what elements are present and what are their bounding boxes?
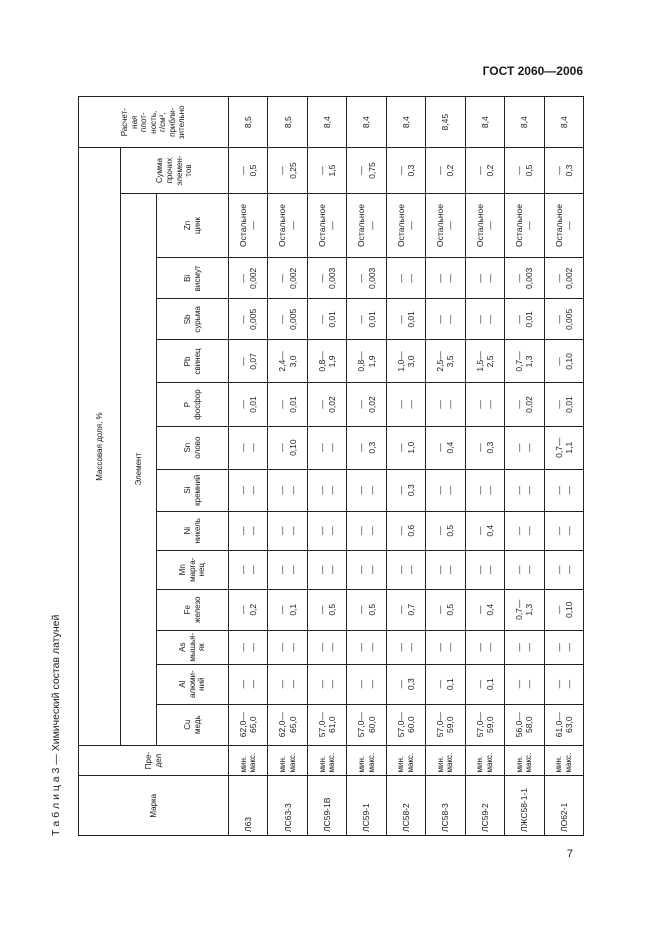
value-cell: — 0,2 <box>426 148 465 193</box>
value-cell: — 0,002 <box>544 258 584 299</box>
value-cell: — — <box>426 469 465 511</box>
element-name: алюми- ний <box>187 670 207 698</box>
value-cell: — 0,2 <box>465 148 504 193</box>
value-cell: — 0,1 <box>268 589 307 630</box>
composition-table-rotated <box>78 96 584 836</box>
value-cell: 57,0— 60,0 <box>347 704 386 745</box>
grade-cell: ЛЖС58-1-1 <box>505 776 544 836</box>
composition-table <box>78 96 584 836</box>
table-row <box>347 97 386 836</box>
header-element-11 <box>157 258 229 299</box>
value-cell: — — <box>505 469 544 511</box>
density-cell: 8,45 <box>426 97 465 148</box>
value-cell: — — <box>505 550 544 589</box>
value-cell: — — <box>386 550 425 589</box>
value-cell: Остальное — <box>465 193 504 258</box>
element-symbol: Si <box>182 486 192 494</box>
table-caption: Т а б л и ц а 3 — Химический состав латуней <box>50 614 62 836</box>
value-cell: — 1,5 <box>307 148 346 193</box>
value-cell: — — <box>465 299 504 340</box>
element-name: кремний <box>192 474 202 506</box>
value-cell: — — <box>229 469 268 511</box>
grade-cell: ЛС59-2 <box>465 776 504 836</box>
page-number: 7 <box>566 848 573 860</box>
value-cell: Остальное — <box>347 193 386 258</box>
value-cell: — — <box>307 469 346 511</box>
value-cell: — 0,01 <box>347 299 386 340</box>
value-cell: — 0,25 <box>268 148 307 193</box>
header-element-12 <box>157 193 229 258</box>
limit-cell: мин. макс. <box>307 745 346 776</box>
header-sum-other: Сумма прочих элемен- тов <box>121 148 229 193</box>
standard-number: ГОСТ 2060—2006 <box>482 64 583 78</box>
value-cell: — 0,003 <box>307 258 346 299</box>
value-cell: — — <box>426 550 465 589</box>
value-cell: — 0,1 <box>426 664 465 704</box>
element-symbol: Bi <box>182 274 192 282</box>
header-element-0 <box>157 704 229 745</box>
grade-cell: ЛС58-2 <box>386 776 425 836</box>
table-row <box>386 97 425 836</box>
header-element: Элемент <box>121 193 157 745</box>
value-cell: — — <box>544 630 584 664</box>
grade-cell: ЛС59-1 <box>347 776 386 836</box>
value-cell: — 0,2 <box>229 589 268 630</box>
value-cell: 56,0— 58,0 <box>505 704 544 745</box>
value-cell: — — <box>426 383 465 426</box>
density-cell: 8,5 <box>229 97 268 148</box>
value-cell: — 0,02 <box>347 383 386 426</box>
value-cell: — — <box>307 511 346 550</box>
value-cell: — 0,3 <box>386 148 425 193</box>
element-symbol: Cu <box>182 719 192 730</box>
value-cell: — — <box>505 630 544 664</box>
density-cell: 8,5 <box>268 97 307 148</box>
header-element-7 <box>157 426 229 469</box>
value-cell: — 0,3 <box>347 426 386 469</box>
element-name: никель <box>192 518 202 544</box>
value-cell: — — <box>307 664 346 704</box>
element-symbol: Mn <box>178 564 188 576</box>
value-cell: — — <box>307 426 346 469</box>
header-element-5 <box>157 511 229 550</box>
element-name: висмут <box>192 265 202 292</box>
table-row <box>229 97 268 836</box>
value-cell: — — <box>229 550 268 589</box>
header-element-1 <box>157 664 229 704</box>
value-cell: 62,0— 65,0 <box>268 704 307 745</box>
value-cell: — 0,01 <box>544 383 584 426</box>
value-cell: — — <box>386 630 425 664</box>
density-cell: 8,4 <box>307 97 346 148</box>
value-cell: — 0,02 <box>505 383 544 426</box>
value-cell: — 0,5 <box>426 589 465 630</box>
element-name: цинк <box>192 217 202 234</box>
value-cell: — 0,10 <box>544 589 584 630</box>
value-cell: Остальное — <box>386 193 425 258</box>
value-cell: — — <box>426 630 465 664</box>
value-cell: — 0,003 <box>505 258 544 299</box>
element-symbol: Sn <box>182 442 192 453</box>
header-element-3 <box>157 589 229 630</box>
value-cell: 0,8— 1,9 <box>307 340 346 383</box>
value-cell: — 0,75 <box>347 148 386 193</box>
limit-cell: мин. макс. <box>229 745 268 776</box>
value-cell: — — <box>229 426 268 469</box>
value-cell: — — <box>229 630 268 664</box>
grade-cell: ЛО62-1 <box>544 776 584 836</box>
element-symbol: Al <box>178 680 188 688</box>
value-cell: Остальное — <box>426 193 465 258</box>
value-cell: 57,0— 59,0 <box>426 704 465 745</box>
density-cell: 8,4 <box>347 97 386 148</box>
grade-cell: ЛС58-3 <box>426 776 465 836</box>
header-element-9 <box>157 340 229 383</box>
value-cell: — 0,5 <box>505 148 544 193</box>
value-cell: — 1,0 <box>386 426 425 469</box>
element-symbol: As <box>178 642 188 652</box>
value-cell: Остальное — <box>268 193 307 258</box>
value-cell: — — <box>386 383 425 426</box>
limit-cell: мин. макс. <box>268 745 307 776</box>
value-cell: — 0,10 <box>544 340 584 383</box>
value-cell: — — <box>347 469 386 511</box>
limit-cell: мин. макс. <box>347 745 386 776</box>
value-cell: Остальное — <box>544 193 584 258</box>
value-cell: — — <box>544 550 584 589</box>
header-marka: Марка <box>79 776 229 836</box>
value-cell: — — <box>347 664 386 704</box>
value-cell: — — <box>426 258 465 299</box>
table-row <box>426 97 465 836</box>
value-cell: — 0,01 <box>505 299 544 340</box>
value-cell: — — <box>268 469 307 511</box>
value-cell: — 0,005 <box>229 299 268 340</box>
element-name: медь <box>192 715 202 734</box>
grade-cell: Л63 <box>229 776 268 836</box>
limit-cell: мин. макс. <box>426 745 465 776</box>
element-symbol: Ni <box>182 526 192 535</box>
value-cell: — — <box>347 630 386 664</box>
element-symbol: Zn <box>182 220 192 231</box>
value-cell: — — <box>268 511 307 550</box>
value-cell: — 0,5 <box>307 589 346 630</box>
density-cell: 8,4 <box>465 97 504 148</box>
value-cell: — 0,6 <box>386 511 425 550</box>
table-row <box>307 97 346 836</box>
value-cell: — 0,3 <box>386 664 425 704</box>
table-row <box>465 97 504 836</box>
value-cell: Остальное — <box>505 193 544 258</box>
element-name: сурьма <box>192 306 202 333</box>
value-cell: — — <box>505 664 544 704</box>
value-cell: — 0,002 <box>229 258 268 299</box>
element-symbol: Fe <box>182 605 192 615</box>
element-name: мышья- як <box>187 632 207 662</box>
value-cell: — — <box>229 664 268 704</box>
value-cell: — — <box>544 469 584 511</box>
value-cell: — 0,5 <box>229 148 268 193</box>
value-cell: — 0,3 <box>386 469 425 511</box>
value-cell: — 0,01 <box>229 383 268 426</box>
value-cell: — — <box>544 664 584 704</box>
element-name: железо <box>192 596 202 624</box>
value-cell: — 0,01 <box>307 299 346 340</box>
value-cell: Остальное — <box>229 193 268 258</box>
element-symbol: Sb <box>182 314 192 325</box>
value-cell: — 0,4 <box>465 511 504 550</box>
limit-cell: мин. макс. <box>505 745 544 776</box>
value-cell: — 0,4 <box>465 589 504 630</box>
value-cell: — 0,4 <box>426 426 465 469</box>
header-mass-fraction: Массовая доля, % <box>79 148 121 745</box>
value-cell: — 0,5 <box>347 589 386 630</box>
value-cell: — 0,07 <box>229 340 268 383</box>
value-cell: — — <box>505 426 544 469</box>
element-symbol: P <box>182 401 192 408</box>
limit-cell: мин. макс. <box>544 745 584 776</box>
value-cell: 1,0— 3,0 <box>386 340 425 383</box>
value-cell: — — <box>386 258 425 299</box>
table-row <box>505 97 544 836</box>
value-cell: — — <box>268 664 307 704</box>
value-cell: — — <box>465 469 504 511</box>
value-cell: — — <box>307 550 346 589</box>
value-cell: — — <box>544 511 584 550</box>
value-cell: 0,7— 1,1 <box>544 426 584 469</box>
value-cell: 57,0— 60,0 <box>386 704 425 745</box>
value-cell: — 0,01 <box>386 299 425 340</box>
header-density: Расчет- ная плот- ность, г/см³, прибли- зительно <box>79 97 229 148</box>
value-cell: — 0,3 <box>544 148 584 193</box>
density-cell: 8,4 <box>386 97 425 148</box>
value-cell: — — <box>426 299 465 340</box>
value-cell: — — <box>307 630 346 664</box>
value-cell: — — <box>268 630 307 664</box>
value-cell: — 0,1 <box>465 664 504 704</box>
table-row <box>268 97 307 836</box>
value-cell: 1,5— 2,5 <box>465 340 504 383</box>
element-symbol: Pb <box>182 356 192 367</box>
header-element-2 <box>157 630 229 664</box>
value-cell: 57,0— 59,0 <box>465 704 504 745</box>
value-cell: 57,0— 61,0 <box>307 704 346 745</box>
value-cell: — — <box>505 511 544 550</box>
element-name: фосфор <box>192 389 202 420</box>
value-cell: — 0,002 <box>268 258 307 299</box>
value-cell: — 0,005 <box>268 299 307 340</box>
value-cell: — — <box>268 550 307 589</box>
element-name: марга- нец <box>187 557 207 582</box>
value-cell: — 0,7 <box>386 589 425 630</box>
element-name: олово <box>192 436 202 459</box>
limit-cell: мин. макс. <box>465 745 504 776</box>
limit-cell: мин. макс. <box>386 745 425 776</box>
grade-cell: ЛС59-1В <box>307 776 346 836</box>
table-row <box>544 97 584 836</box>
value-cell: — 0,01 <box>268 383 307 426</box>
value-cell: — 0,10 <box>268 426 307 469</box>
header-element-8 <box>157 383 229 426</box>
value-cell: — — <box>465 383 504 426</box>
value-cell: — 0,003 <box>347 258 386 299</box>
value-cell: — — <box>347 511 386 550</box>
header-element-10 <box>157 299 229 340</box>
density-cell: 8,4 <box>505 97 544 148</box>
value-cell: 0,7— 1,3 <box>505 589 544 630</box>
header-predel: Пре- дел <box>79 745 229 776</box>
value-cell: 62,0— 65,0 <box>229 704 268 745</box>
value-cell: — — <box>465 258 504 299</box>
value-cell: — — <box>465 550 504 589</box>
value-cell: 2,5— 3,5 <box>426 340 465 383</box>
header-element-4 <box>157 550 229 589</box>
value-cell: Остальное — <box>307 193 346 258</box>
value-cell: — — <box>465 630 504 664</box>
value-cell: — — <box>229 511 268 550</box>
value-cell: 2,4— 3,0 <box>268 340 307 383</box>
value-cell: 61,0— 63,0 <box>544 704 584 745</box>
value-cell: 0,7— 1,3 <box>505 340 544 383</box>
element-name: свинец <box>192 348 202 375</box>
value-cell: — 0,02 <box>307 383 346 426</box>
value-cell: — 0,005 <box>544 299 584 340</box>
header-element-6 <box>157 469 229 511</box>
value-cell: — 0,5 <box>426 511 465 550</box>
value-cell: — — <box>347 550 386 589</box>
density-cell: 8,4 <box>544 97 584 148</box>
value-cell: 0,8— 1,9 <box>347 340 386 383</box>
value-cell: — 0,3 <box>465 426 504 469</box>
grade-cell: ЛС63-3 <box>268 776 307 836</box>
